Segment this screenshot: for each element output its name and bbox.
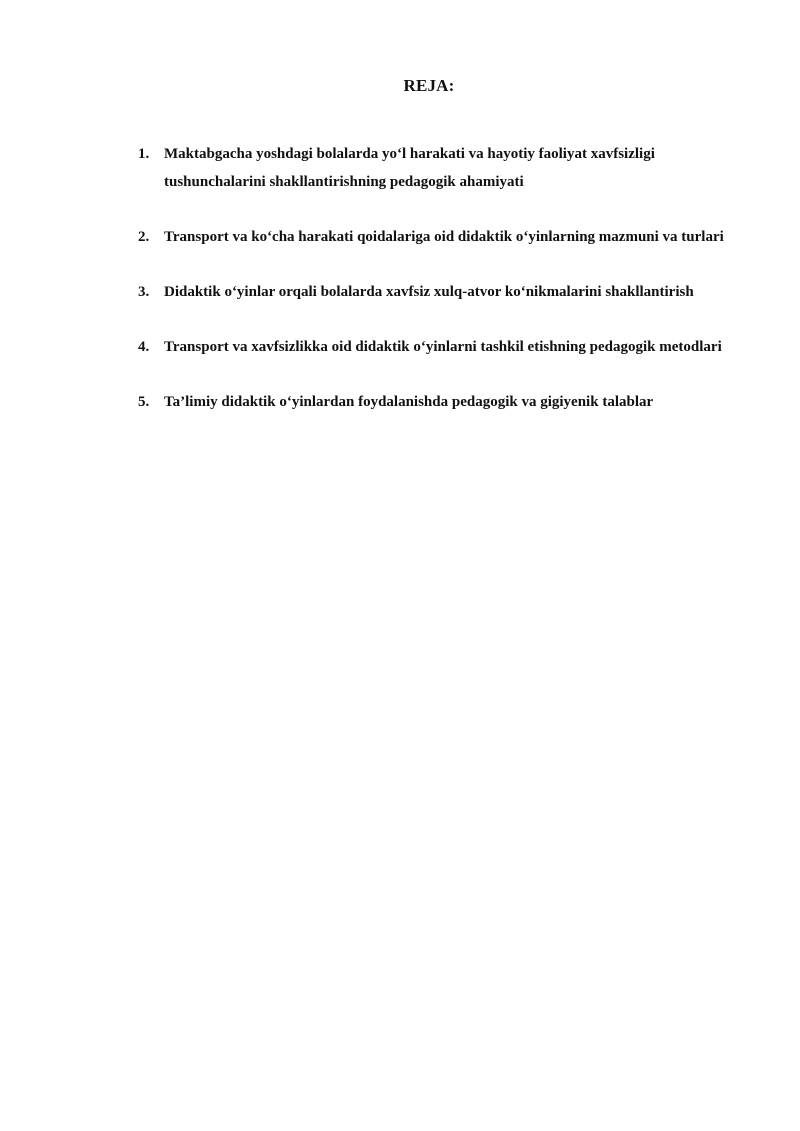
list-item	[138, 140, 748, 196]
list-item	[138, 278, 748, 306]
list-item-number: 2.	[138, 229, 150, 245]
list-item-text: Transport va ko‘cha harakati qoidalariga oid didaktik o‘yinlarning mazmuni va turlari	[164, 229, 724, 245]
list-item-number: 5.	[138, 394, 150, 410]
list-item	[138, 333, 748, 361]
list-item-text: Ta’limiy didaktik o‘yinlardan foydalanishda pedagogik va gigiyenik talablar	[164, 394, 654, 410]
plan-list	[138, 140, 748, 443]
list-item-text: Transport va xavfsizlikka oid didaktik o‘yinlarni tashkil etishning pedagogik metodlari	[164, 339, 722, 355]
list-item-number: 1.	[138, 146, 150, 162]
list-item	[138, 223, 748, 251]
list-item	[138, 388, 748, 416]
list-item-text: Didaktik o‘yinlar orqali bolalarda xavfsiz xulq-atvor ko‘nikmalarini shakllantirish	[164, 284, 694, 300]
list-item-number: 4.	[138, 339, 150, 355]
list-item-text: Maktabgacha yoshdagi bolalarda yo‘l harakati va hayotiy faoliyat xavfsizligi tushunchalarini shakllantirishning pedagogik ahamiyati	[164, 146, 655, 190]
list-item-number: 3.	[138, 284, 150, 300]
page-title: REJA:	[403, 76, 455, 95]
